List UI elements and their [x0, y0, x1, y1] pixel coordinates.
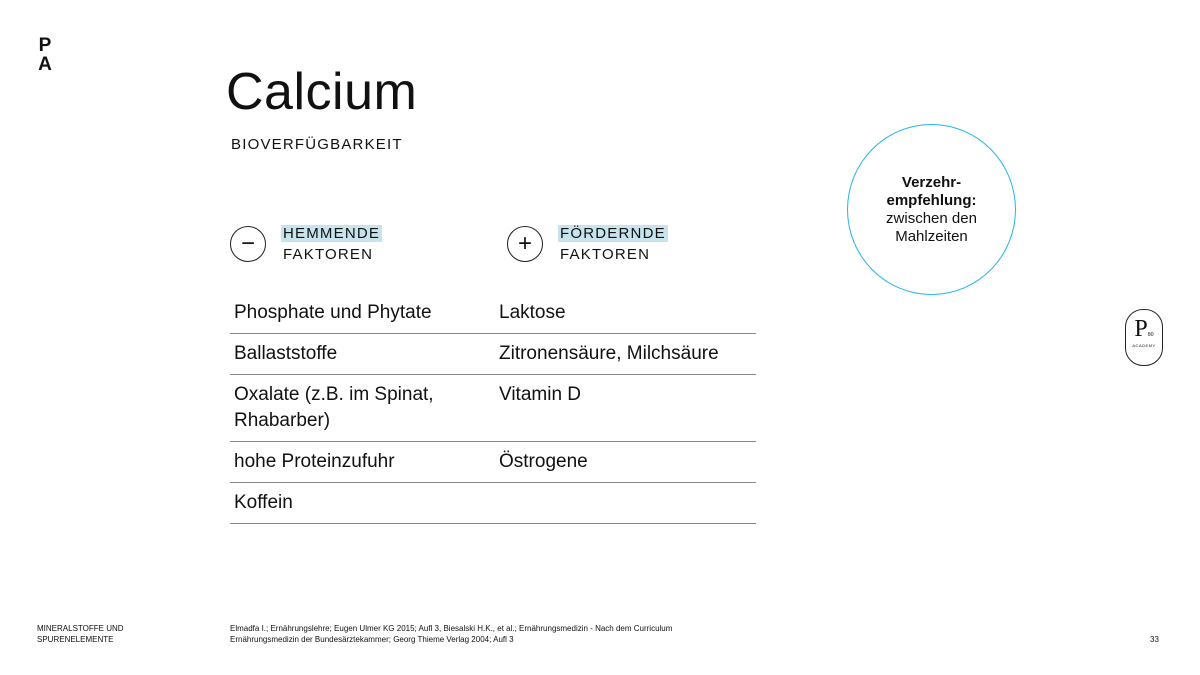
recommendation-title: Verzehr- empfehlung: — [886, 173, 977, 209]
table-row — [230, 483, 756, 524]
footer-section: MINERALSTOFFE UND SPURENELEMENTE — [37, 624, 124, 644]
inhibiting-factor-cell: hohe Proteinzufuhr — [230, 442, 493, 483]
inhibiting-factor-cell: Oxalate (z.B. im Spinat, Rhabarber) — [230, 375, 493, 442]
factors-table — [230, 293, 756, 524]
table-row — [230, 334, 756, 375]
promoting-factor-cell — [493, 483, 756, 524]
inhibiting-label: FAKTOREN — [283, 246, 374, 263]
recommendation-bubble — [847, 124, 1016, 295]
inhibiting-factor-cell: Phosphate und Phytate — [230, 293, 493, 334]
inhibiting-highlight: HEMMENDE — [283, 225, 381, 242]
promoting-factor-cell: Vitamin D — [493, 375, 756, 442]
promoting-factor-cell: Laktose — [493, 293, 756, 334]
inhibiting-factors-header — [230, 223, 382, 265]
page-subtitle: BIOVERFÜGBARKEIT — [231, 136, 403, 153]
promoting-factor-cell: Zitronensäure, Milchsäure — [493, 334, 756, 375]
plus-icon: + — [507, 226, 543, 262]
table-row — [230, 442, 756, 483]
page-number: 33 — [1150, 635, 1159, 644]
promoting-label: FAKTOREN — [560, 246, 651, 263]
academy-badge-logo: P80 ACADEMY — [1125, 309, 1163, 366]
inhibiting-factor-cell: Koffein — [230, 483, 493, 524]
page-title: Calcium — [226, 63, 418, 121]
inhibiting-factor-cell: Ballaststoffe — [230, 334, 493, 375]
promoting-factor-cell: Östrogene — [493, 442, 756, 483]
table-row — [230, 375, 756, 442]
promoting-factors-header — [507, 223, 668, 265]
recommendation-text: zwischen den Mahlzeiten — [886, 209, 977, 245]
source-line: Ernährungsmedizin der Bundesärztekammer; Georg Thieme Verlag 2004; Aufl 3 — [230, 635, 514, 644]
pa-logo: P A — [38, 35, 52, 75]
footer-sources — [230, 623, 672, 645]
table-row — [230, 293, 756, 334]
minus-icon: − — [230, 226, 266, 262]
source-line: Elmadfa I.; Ernährungslehre; Eugen Ulmer KG 2015; Aufl 3, Biesalski H.K., et al.; Ernährungsmedizin - Nach dem Curriculum — [230, 624, 673, 633]
promoting-highlight: FÖRDERNDE — [560, 225, 666, 242]
